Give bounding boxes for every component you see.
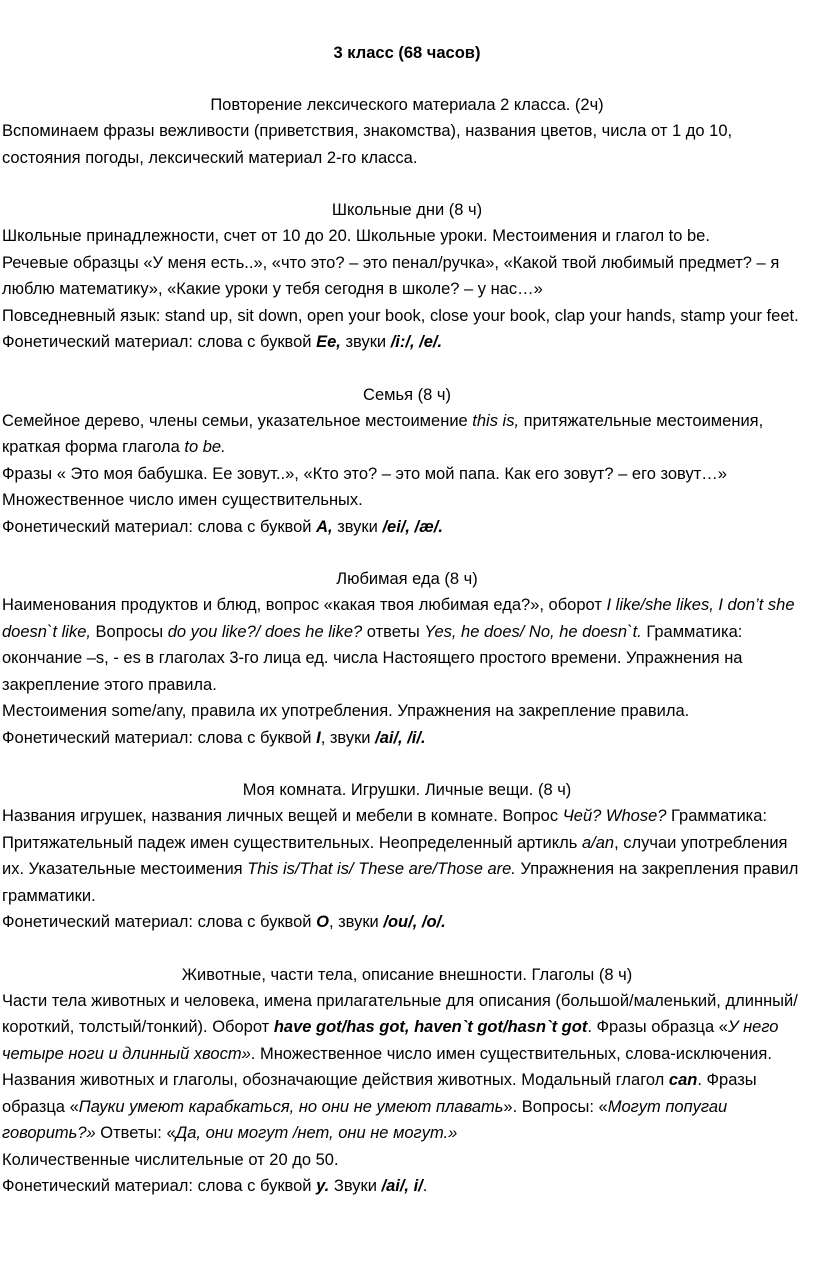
italic-text: this is,: [472, 411, 520, 430]
section-heading: Повторение лексического материала 2 класса. (2ч): [210, 96, 604, 114]
text: Упражнения на закрепления правил грамматики.: [2, 860, 799, 905]
text: Семейное дерево, члены семьи, указательное местоимение: [2, 411, 473, 430]
italic-text: Yes, he does/ No, he doesn`t.: [424, 622, 642, 641]
text: звуки: [332, 517, 383, 536]
italic-text: I like/she likes, I don’t she doesn`t like,: [2, 596, 795, 641]
italic-text: do you like?/ does he like?: [167, 622, 363, 641]
paragraph: Речевые образцы «У меня есть..», «что это? – это пенал/ручка», «Какой твой любимый предмет? – я люблю математику», «Какие уроки у тебя сегодня в школе? – у нас…»: [2, 253, 780, 298]
section-family: [2, 382, 812, 541]
paragraph: Местоимения some/any, правила их употребления. Упражнения на закрепление правила.: [2, 702, 690, 720]
text: Фонетический материал: слова с буквой: [2, 728, 317, 747]
section-heading: Семья (8 ч): [363, 385, 451, 404]
text: Грамматика: окончание –s, - es в глаголах 3-го лица ед. числа Настоящего простого времени. Упражнения на закрепление этого правила.: [2, 622, 743, 694]
italic-text: Пауки умеют карабкаться, но они не умеют плавать: [78, 1097, 504, 1116]
italic-text: Да, они могут /нет, они не могут.»: [175, 1124, 458, 1142]
sounds: /ai/, /i/.: [375, 728, 426, 747]
paragraph: Количественные числительные от 20 до 50.: [2, 1150, 339, 1169]
italic-text: Могут попугаи говорить?»: [2, 1097, 728, 1142]
sounds: /ei/, /æ/.: [382, 517, 443, 536]
text: . Множественное число имен существительных, слова-исключения.: [250, 1044, 772, 1063]
sounds: /ou/, /o/.: [383, 913, 446, 931]
letter: A,: [316, 517, 333, 536]
section-school-days: [2, 197, 812, 356]
text: , звуки: [328, 913, 384, 931]
text: Названия животных и глаголы, обозначающие действия животных. Модальный глагол: [2, 1071, 669, 1089]
text: Фонетический материал: слова с буквой: [2, 333, 317, 351]
text: Ответы: «: [95, 1124, 176, 1142]
text: Названия игрушек, названия личных вещей и мебели в комнате. Вопрос: [2, 807, 563, 825]
paragraph: [2, 408, 812, 461]
section-heading: Моя комната. Игрушки. Личные вещи. (8 ч): [242, 781, 572, 799]
paragraph: [2, 1067, 812, 1147]
italic-text: Чей? Whose?: [562, 807, 667, 825]
text: Фонетический материал: слова с буквой: [2, 1177, 317, 1195]
text: притяжательные местоимения, краткая форма глагола: [2, 411, 764, 456]
text: , звуки: [320, 728, 376, 747]
text: . Фразы образца «: [2, 1071, 757, 1116]
phonetic-line: [2, 1173, 812, 1200]
paragraph: Множественное число имен существительных.: [2, 491, 363, 509]
text: Фонетический материал: слова с буквой: [2, 517, 317, 536]
text: Вопросы: [90, 622, 168, 641]
text: Наименования продуктов и блюд, вопрос «какая твоя любимая еда?», оборот: [2, 596, 607, 614]
letter: Ee,: [316, 333, 341, 351]
section-heading: Любимая еда (8 ч): [336, 570, 478, 588]
sounds: /ai/, i/: [381, 1177, 423, 1195]
paragraph: Школьные принадлежности, счет от 10 до 20. Школьные уроки. Местоимения и глагол to be.: [2, 227, 710, 245]
paragraph: [2, 803, 812, 909]
italic-text: to be.: [184, 438, 226, 456]
letter: y.: [316, 1177, 330, 1195]
text: Звуки: [329, 1177, 382, 1195]
sounds: /i:/, /e/.: [390, 333, 443, 351]
paragraph: [2, 988, 812, 1068]
text: Грамматика: Притяжательный падеж имен существительных. Неопределенный артикль: [2, 807, 768, 852]
section-heading: Животные, части тела, описание внешности. Глаголы (8 ч): [181, 965, 633, 984]
italic-text: This is/That is/ These are/Those are.: [247, 860, 516, 878]
italic-text: У него четыре ноги и длинный хвост»: [2, 1018, 779, 1063]
phonetic-line: [2, 909, 812, 936]
text: . Фразы образца «: [587, 1018, 728, 1036]
text: Фонетический материал: слова с буквой: [2, 913, 317, 931]
paragraph: Вспоминаем фразы вежливости (приветствия, знакомства), названия цветов, числа от 1 до 10, состояния погоды, лексический материал 2-го класса.: [2, 122, 733, 167]
phonetic-line: [2, 514, 812, 541]
paragraph: Фразы « Это моя бабушка. Ее зовут..», «Кто это? – это мой папа. Как его зовут? – его зовут…»: [2, 464, 727, 483]
section-favorite-food: [2, 566, 812, 751]
phonetic-line: [2, 329, 812, 356]
italic-text: a/an: [581, 833, 615, 852]
text: звуки: [340, 333, 391, 351]
document-title: 3 класс (68 часов): [333, 44, 481, 62]
section-my-room: [2, 777, 812, 936]
text: Части тела животных и человека, имена прилагательные для описания (большой/маленький, длинный/короткий, толстый/тонкий). Оборот: [2, 991, 798, 1036]
text: .: [422, 1177, 428, 1195]
section-heading: Школьные дни (8 ч): [331, 201, 483, 219]
text: ». Вопросы: «: [503, 1097, 608, 1116]
paragraph: Повседневный язык: stand up, sit down, open your book, close your book, clap your hands, stamp your feet.: [2, 306, 799, 325]
section-review: [2, 92, 812, 171]
letter: I: [316, 728, 321, 747]
paragraph: [2, 592, 812, 698]
bold-italic-text: have got/has got, haven`t got/hasn`t got: [273, 1018, 588, 1036]
phonetic-line: [2, 725, 812, 752]
text: , случаи употребления их. Указательные местоимения: [2, 833, 788, 878]
bold-italic-text: can: [668, 1071, 698, 1089]
letter: O: [316, 913, 329, 931]
text: ответы: [362, 622, 425, 641]
section-animals: [2, 962, 812, 1200]
